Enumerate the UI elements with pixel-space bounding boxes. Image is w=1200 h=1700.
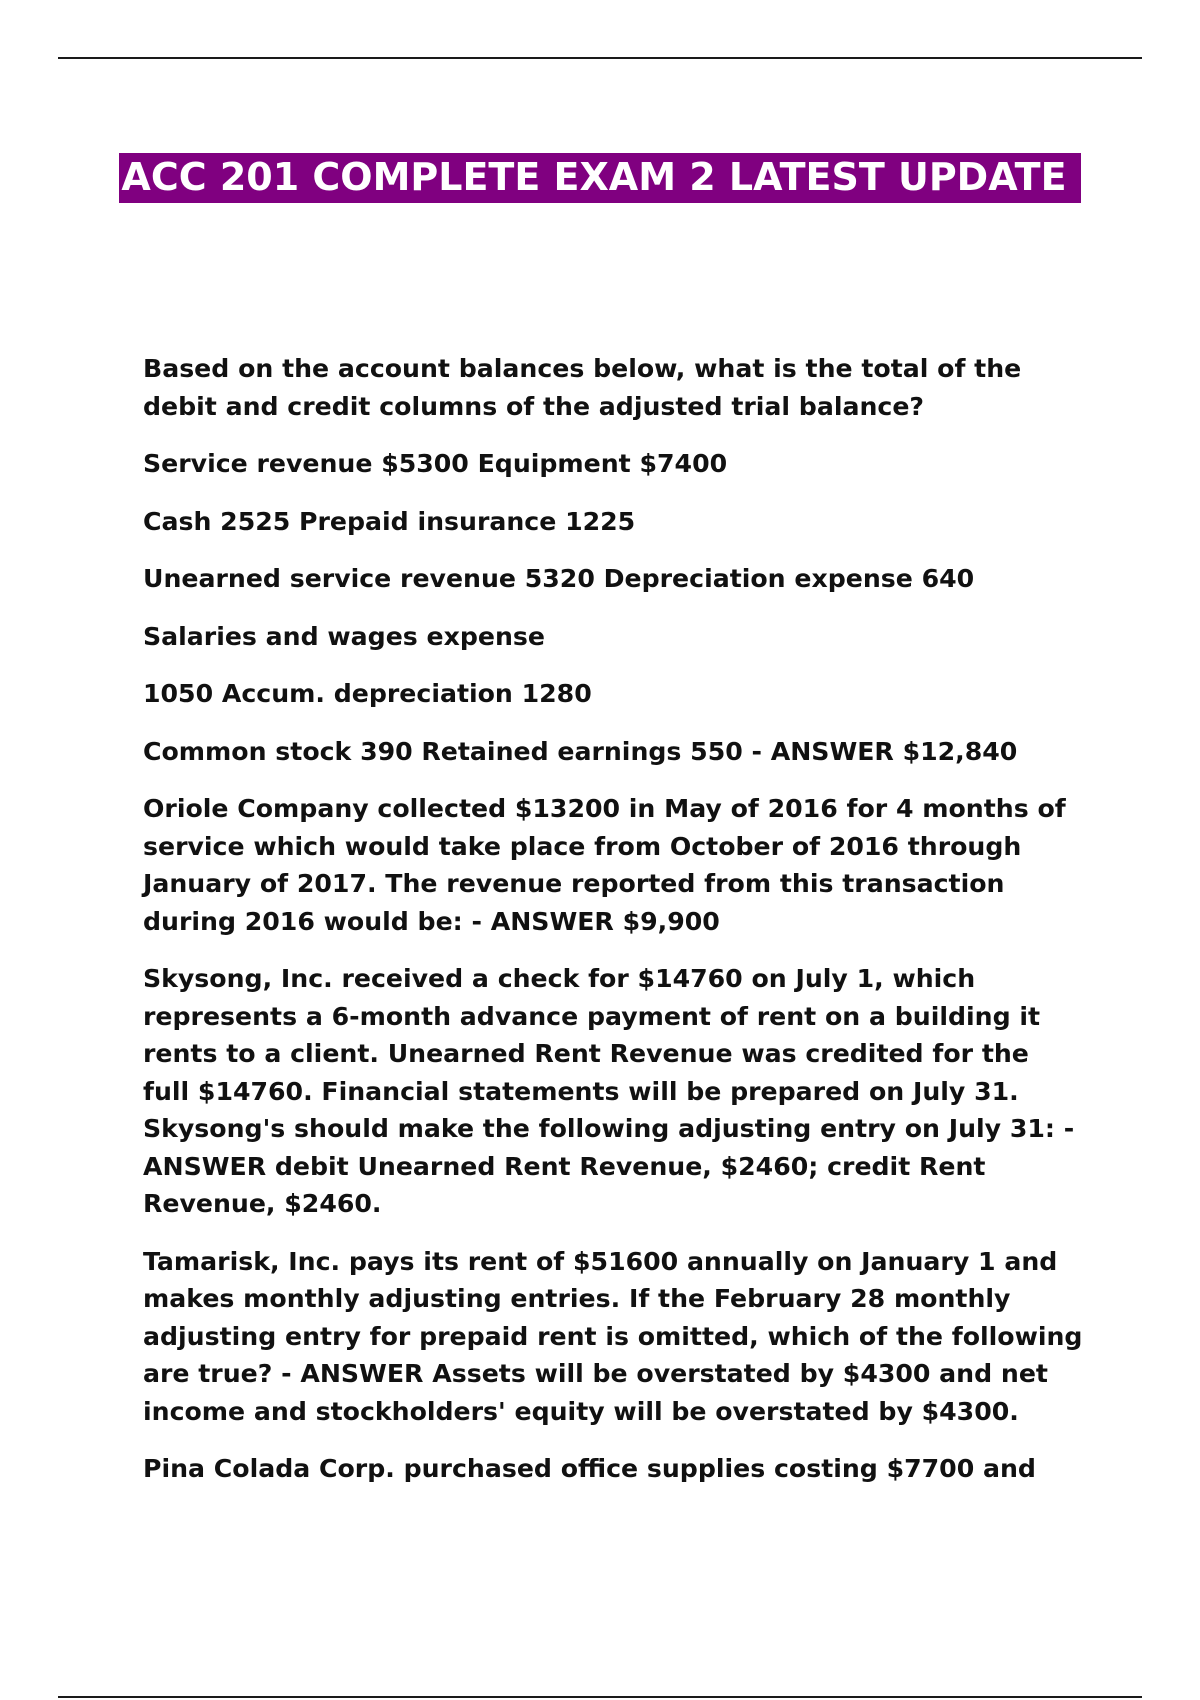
paragraph-4: Unearned service revenue 5320 Depreciation expense 640 (143, 564, 975, 593)
paragraph-5: Salaries and wages expense (143, 621, 545, 651)
paragraph-7: Common stock 390 Retained earnings 550 - ANSWER $12,840 (143, 736, 1018, 766)
paragraph-9: Skysong, Inc. received a check for $14760 on July 1, which represents a 6-month advance payment of rent on a building it rents to a client. Unearned Rent Revenue was credited for the full $14760. Financial statements will be prepared on July 31. Skysong's should make the following adjusting entry on July 31: - ANSWER debit Unearned Rent Revenue, $2460; credit Rent Revenue, $2460. (143, 964, 1075, 1218)
paragraph-6: 1050 Accum. depreciation 1280 (143, 679, 592, 708)
paragraph-2: Service revenue $5300 Equipment $7400 (143, 449, 728, 478)
document-body (143, 350, 1083, 1508)
bottom-rule (58, 1696, 1142, 1698)
paragraph-10: Tamarisk, Inc. pays its rent of $51600 annually on January 1 and makes monthly adjusting entries. If the February 28 monthly adjusting entry for prepaid rent is omitted, which of the following are true? - ANSWER Assets will be overstated by $4300 and net income and stockholders' equity will be overstated by $4300. (143, 1246, 1083, 1426)
document-title (0, 144, 1200, 210)
paragraph-11: Pina Colada Corp. purchased office supplies costing $7700 and (143, 1454, 1036, 1483)
paragraph-3: Cash 2525 Prepaid insurance 1225 (143, 506, 636, 536)
document-title-text: ACC 201 COMPLETE EXAM 2 LATEST UPDATE (119, 153, 1080, 203)
paragraph-8: Oriole Company collected $13200 in May of 2016 for 4 months of service which would take place from October of 2016 through January of 2017. The revenue reported from this transaction during 2016 would be: - ANSWER $9,900 (143, 794, 1066, 936)
paragraph-1: Based on the account balances below, what is the total of the debit and credit columns of the adjusted trial balance? (143, 354, 1022, 421)
top-rule (58, 57, 1142, 59)
